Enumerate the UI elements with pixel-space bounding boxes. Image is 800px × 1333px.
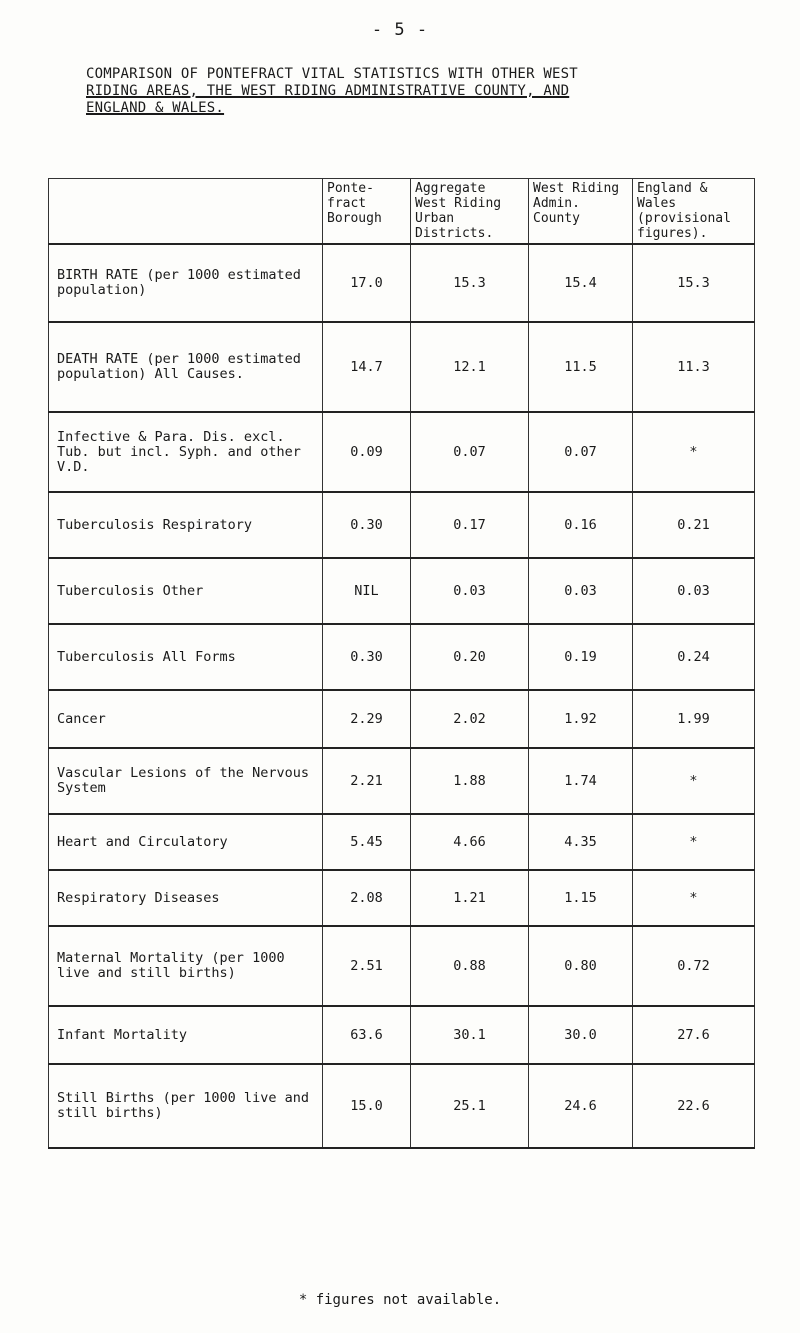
table-row bbox=[49, 412, 755, 492]
row-value: 2.02 bbox=[411, 690, 529, 748]
row-value: 5.45 bbox=[323, 814, 411, 870]
row-value: 0.09 bbox=[323, 412, 411, 492]
row-label: Respiratory Diseases bbox=[49, 870, 323, 926]
row-value: 2.21 bbox=[323, 748, 411, 814]
row-value: 11.5 bbox=[529, 322, 633, 412]
table-row bbox=[49, 748, 755, 814]
table-row bbox=[49, 1064, 755, 1148]
table-row bbox=[49, 322, 755, 412]
row-value: 1.92 bbox=[529, 690, 633, 748]
row-value: 25.1 bbox=[411, 1064, 529, 1148]
row-value: 4.35 bbox=[529, 814, 633, 870]
row-value: 63.6 bbox=[323, 1006, 411, 1064]
row-value: * bbox=[633, 814, 755, 870]
row-value: 15.3 bbox=[411, 244, 529, 322]
row-label: Tuberculosis All Forms bbox=[49, 624, 323, 690]
row-value: 11.3 bbox=[633, 322, 755, 412]
row-value: * bbox=[633, 870, 755, 926]
header-row bbox=[49, 179, 755, 245]
row-label: Vascular Lesions of the Nervous System bbox=[49, 748, 323, 814]
table-row bbox=[49, 244, 755, 322]
row-value: 0.19 bbox=[529, 624, 633, 690]
footnote: * figures not available. bbox=[298, 1292, 502, 1308]
row-value: 15.3 bbox=[633, 244, 755, 322]
row-value: 15.0 bbox=[323, 1064, 411, 1148]
heading-line-1: COMPARISON OF PONTEFRACT VITAL STATISTICS WITH OTHER WEST bbox=[86, 66, 578, 82]
row-value: 30.0 bbox=[529, 1006, 633, 1064]
row-label: Maternal Mortality (per 1000 live and still births) bbox=[49, 926, 323, 1006]
table-row bbox=[49, 814, 755, 870]
row-label: Cancer bbox=[49, 690, 323, 748]
row-label: Infant Mortality bbox=[49, 1006, 323, 1064]
column-header bbox=[49, 179, 323, 245]
row-label: Infective & Para. Dis. excl. Tub. but incl. Syph. and other V.D. bbox=[49, 412, 323, 492]
row-value: 0.30 bbox=[323, 492, 411, 558]
row-value: 27.6 bbox=[633, 1006, 755, 1064]
table-row bbox=[49, 558, 755, 624]
row-value: 15.4 bbox=[529, 244, 633, 322]
row-value: 0.72 bbox=[633, 926, 755, 1006]
row-value: 2.08 bbox=[323, 870, 411, 926]
row-value: 1.99 bbox=[633, 690, 755, 748]
row-value: 1.21 bbox=[411, 870, 529, 926]
row-value: 4.66 bbox=[411, 814, 529, 870]
table-heading bbox=[86, 66, 726, 117]
row-value: 0.20 bbox=[411, 624, 529, 690]
column-header: Aggregate West Riding Urban Districts. bbox=[411, 179, 529, 245]
row-label: Tuberculosis Other bbox=[49, 558, 323, 624]
row-value: 2.51 bbox=[323, 926, 411, 1006]
row-value: * bbox=[633, 412, 755, 492]
column-header: West Riding Admin. County bbox=[529, 179, 633, 245]
row-value: 0.17 bbox=[411, 492, 529, 558]
row-value: 17.0 bbox=[323, 244, 411, 322]
column-header: Ponte-fract Borough bbox=[323, 179, 411, 245]
row-value: 1.74 bbox=[529, 748, 633, 814]
row-value: 0.03 bbox=[529, 558, 633, 624]
row-label: Heart and Circulatory bbox=[49, 814, 323, 870]
table-row bbox=[49, 1006, 755, 1064]
row-value: 0.16 bbox=[529, 492, 633, 558]
row-value: 0.03 bbox=[411, 558, 529, 624]
row-label: Tuberculosis Respiratory bbox=[49, 492, 323, 558]
row-label: Still Births (per 1000 live and still births) bbox=[49, 1064, 323, 1148]
heading-line-2: RIDING AREAS, THE WEST RIDING ADMINISTRATIVE COUNTY, AND bbox=[86, 83, 570, 99]
row-value: 0.07 bbox=[411, 412, 529, 492]
table-row bbox=[49, 624, 755, 690]
row-value: 2.29 bbox=[323, 690, 411, 748]
row-label: BIRTH RATE (per 1000 estimated population) bbox=[49, 244, 323, 322]
row-value: NIL bbox=[323, 558, 411, 624]
column-header: England & Wales (provisional figures). bbox=[633, 179, 755, 245]
table-row bbox=[49, 492, 755, 558]
vital-statistics-table bbox=[48, 178, 755, 1149]
row-value: * bbox=[633, 748, 755, 814]
row-value: 30.1 bbox=[411, 1006, 529, 1064]
row-value: 0.03 bbox=[633, 558, 755, 624]
row-value: 1.15 bbox=[529, 870, 633, 926]
table-row bbox=[49, 926, 755, 1006]
table-row bbox=[49, 870, 755, 926]
heading-line-3: ENGLAND & WALES. bbox=[86, 100, 225, 116]
row-value: 0.80 bbox=[529, 926, 633, 1006]
row-value: 0.88 bbox=[411, 926, 529, 1006]
page-number: - 5 - bbox=[371, 20, 429, 40]
row-value: 0.24 bbox=[633, 624, 755, 690]
row-value: 12.1 bbox=[411, 322, 529, 412]
table-row bbox=[49, 690, 755, 748]
row-value: 0.07 bbox=[529, 412, 633, 492]
row-value: 0.21 bbox=[633, 492, 755, 558]
row-value: 1.88 bbox=[411, 748, 529, 814]
row-value: 14.7 bbox=[323, 322, 411, 412]
row-value: 24.6 bbox=[529, 1064, 633, 1148]
row-label: DEATH RATE (per 1000 estimated population) All Causes. bbox=[49, 322, 323, 412]
row-value: 22.6 bbox=[633, 1064, 755, 1148]
row-value: 0.30 bbox=[323, 624, 411, 690]
